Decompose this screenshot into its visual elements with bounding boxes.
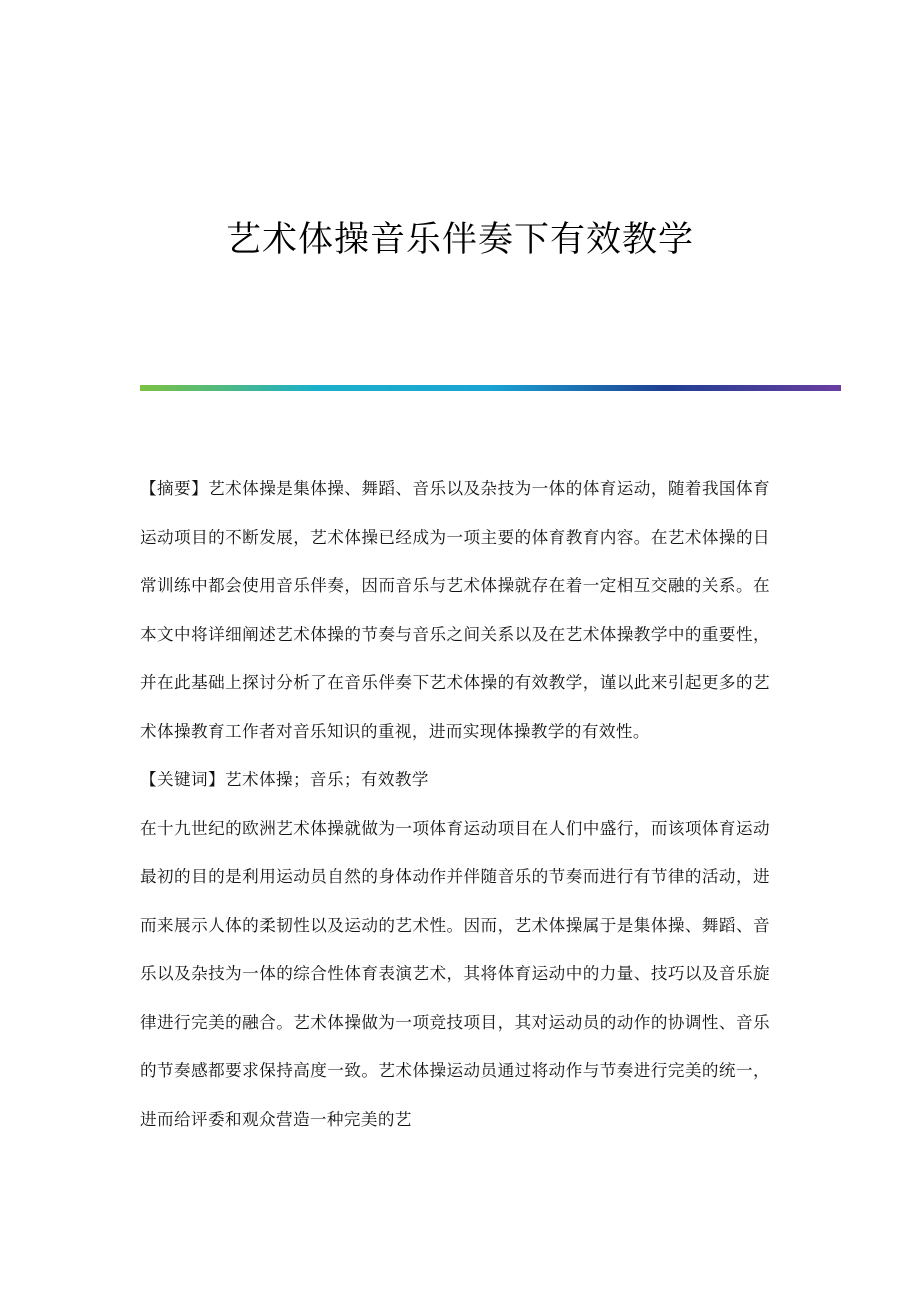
body-paragraph: 在十九世纪的欧洲艺术体操就做为一项体育运动项目在人们中盛行，而该项体育运动最初的目的是利用运动员自然的身体动作并伴随音乐的节奏而进行有节律的活动，进而来展示人体的柔韧性以及运动的艺术性。因而，艺术体操属于是集体操、舞蹈、音乐以及杂技为一体的综合性体育表演艺术，其将体育运动中的力量、技巧以及音乐旋律进行完美的融合。艺术体操做为一项竞技项目，其对运动员的动作的协调性、音乐的节奏感都要求保持高度一致。艺术体操运动员通过将动作与节奏进行完美的统一，进而给评委和观众营造一种完美的艺 [140, 818, 770, 1129]
abstract-paragraph: 【摘要】艺术体操是集体操、舞蹈、音乐以及杂技为一体的体育运动，随着我国体育运动项目的不断发展，艺术体操已经成为一项主要的体育教育内容。在艺术体操的日常训练中都会使用音乐伴奏，因而音乐与艺术体操就存在着一定相互交融的关系。在本文中将详细阐述艺术体操的节奏与音乐之间关系以及在艺术体操教学中的重要性，并在此基础上探讨分析了在音乐伴奏下艺术体操的有效教学，谨以此来引起更多的艺术体操教育工作者对音乐知识的重视，进而实现体操教学的有效性。 [140, 479, 770, 741]
keywords-paragraph: 【关键词】艺术体操；音乐；有效教学 [140, 770, 429, 789]
title-divider [140, 385, 841, 391]
document-title: 艺术体操音乐伴奏下有效教学 [225, 220, 694, 260]
document-body [140, 465, 770, 1144]
